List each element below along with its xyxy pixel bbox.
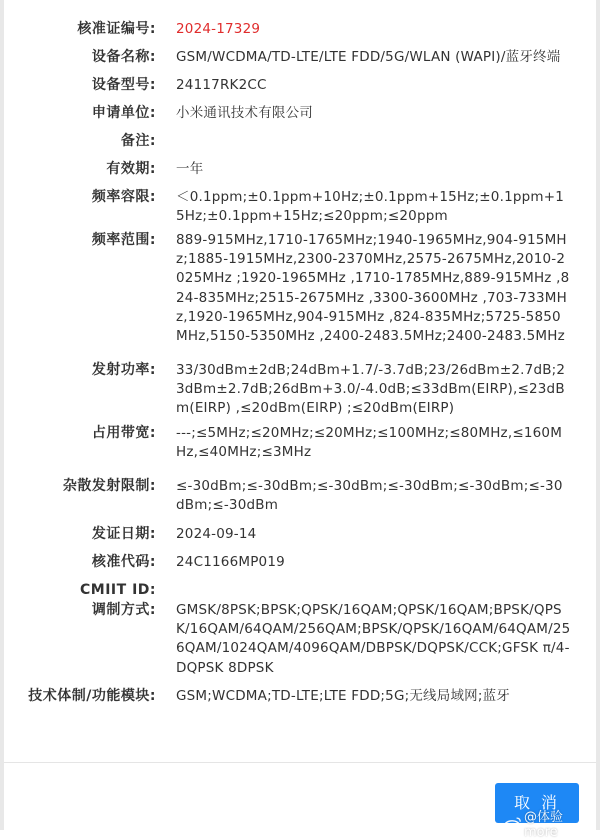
row-frequency-range xyxy=(4,231,596,361)
cancel-button[interactable]: 取 消 xyxy=(495,783,579,823)
value-device-model: 24117RK2CC xyxy=(176,77,267,93)
row-applicant xyxy=(4,104,596,132)
certificate-info-table xyxy=(4,20,596,727)
right-border xyxy=(596,0,600,830)
value-tech-system: GSM;WCDMA;TD-LTE;LTE FDD;5G;无线局域网;蓝牙 xyxy=(176,688,511,704)
value-transmit-power: 33/30dBm±2dB;24dBm+1.7/-3.7dB;23/26dBm±2.7dB;23dBm±2.7dB;26dBm+3.0/-4.0dB;≤33dBm(EIRP),≤23dBm(EIRP) ,≤20dBm(EIRP) ;≤20dBm(EIRP) xyxy=(176,362,566,417)
label-spurious-emission: 杂散发射限制: xyxy=(62,478,156,494)
row-approval-number xyxy=(4,20,596,48)
value-approval-number: 2024-17329 xyxy=(176,21,261,37)
value-applicant: 小米通讯技术有限公司 xyxy=(176,105,313,121)
row-spurious-emission xyxy=(4,477,596,525)
row-device-name xyxy=(4,48,596,76)
value-modulation: GMSK/8PSK;BPSK;QPSK/16QAM;QPSK/16QAM;BPSK/QPSK/16QAM/64QAM/256QAM;BPSK/QPSK/16QAM/64QAM/256QAM/1024QAM/4096QAM/DBPSK/DQPSK/CCK;GFSK π/4-DQPSK 8DPSK xyxy=(176,602,571,676)
row-occupied-bandwidth xyxy=(4,424,596,477)
value-approval-code: 24C1166MP019 xyxy=(176,554,285,570)
row-issue-date xyxy=(4,525,596,553)
label-approval-number: 核准证编号: xyxy=(77,21,156,37)
row-approval-code xyxy=(4,553,596,581)
row-tech-system xyxy=(4,687,596,727)
value-frequency-tolerance: ＜0.1ppm;±0.1ppm+10Hz;±0.1ppm+15Hz;±0.1ppm+15Hz;±0.1ppm+15Hz;≤20ppm;≤20ppm xyxy=(176,189,565,225)
footer-divider xyxy=(4,762,596,763)
label-approval-code: 核准代码: xyxy=(91,554,156,570)
label-applicant: 申请单位: xyxy=(91,105,156,121)
label-transmit-power: 发射功率: xyxy=(91,362,156,378)
label-frequency-range: 频率范围: xyxy=(91,232,156,248)
label-device-model: 设备型号: xyxy=(91,77,156,93)
row-frequency-tolerance xyxy=(4,188,596,231)
row-transmit-power xyxy=(4,361,596,424)
row-validity xyxy=(4,160,596,188)
value-device-name: GSM/WCDMA/TD-LTE/LTE FDD/5G/WLAN (WAPI)/蓝牙终端 xyxy=(176,49,561,65)
row-device-model xyxy=(4,76,596,104)
label-occupied-bandwidth: 占用带宽: xyxy=(91,425,156,441)
row-remarks xyxy=(4,132,596,160)
row-cmiit-id xyxy=(4,581,596,601)
value-occupied-bandwidth: ---;≤5MHz;≤20MHz;≤20MHz;≤100MHz;≤80MHz,≤160MHz,≤40MHz;≤3MHz xyxy=(176,425,563,461)
row-modulation xyxy=(4,601,596,687)
label-remarks: 备注: xyxy=(120,133,156,149)
label-cmiit-id: CMIIT ID: xyxy=(80,582,156,598)
label-frequency-tolerance: 频率容限: xyxy=(91,189,156,205)
label-modulation: 调制方式: xyxy=(91,602,156,618)
label-issue-date: 发证日期: xyxy=(91,526,156,542)
certificate-detail-panel xyxy=(4,0,596,840)
label-device-name: 设备名称: xyxy=(91,49,156,65)
value-validity: 一年 xyxy=(176,161,204,177)
weibo-icon xyxy=(504,816,522,831)
value-frequency-range: 889-915MHz,1710-1765MHz;1940-1965MHz,904-915MHz;1885-1915MHz,2300-2370MHz,2575-2675MHz,2010-2025MHz ;1920-1965MHz ,1710-1785MHz,889-915MHz ,824-835MHz;2515-2675MHz ,3300-3600MHz ,703-733MHz,1920-1965MHz,904-915MHz ,824-835MHz;5725-5850MHz,5150-5350MHz ,2400-2483.5MHz;2400-2483.5MHz xyxy=(176,232,570,345)
value-issue-date: 2024-09-14 xyxy=(176,526,257,542)
watermark-text: @体验more xyxy=(524,810,564,840)
label-validity: 有效期: xyxy=(106,161,156,177)
watermark xyxy=(504,806,596,840)
value-spurious-emission: ≤-30dBm;≤-30dBm;≤-30dBm;≤-30dBm;≤-30dBm;≤-30dBm;≤-30dBm xyxy=(176,478,563,514)
label-tech-system: 技术体制/功能模块: xyxy=(28,688,156,704)
